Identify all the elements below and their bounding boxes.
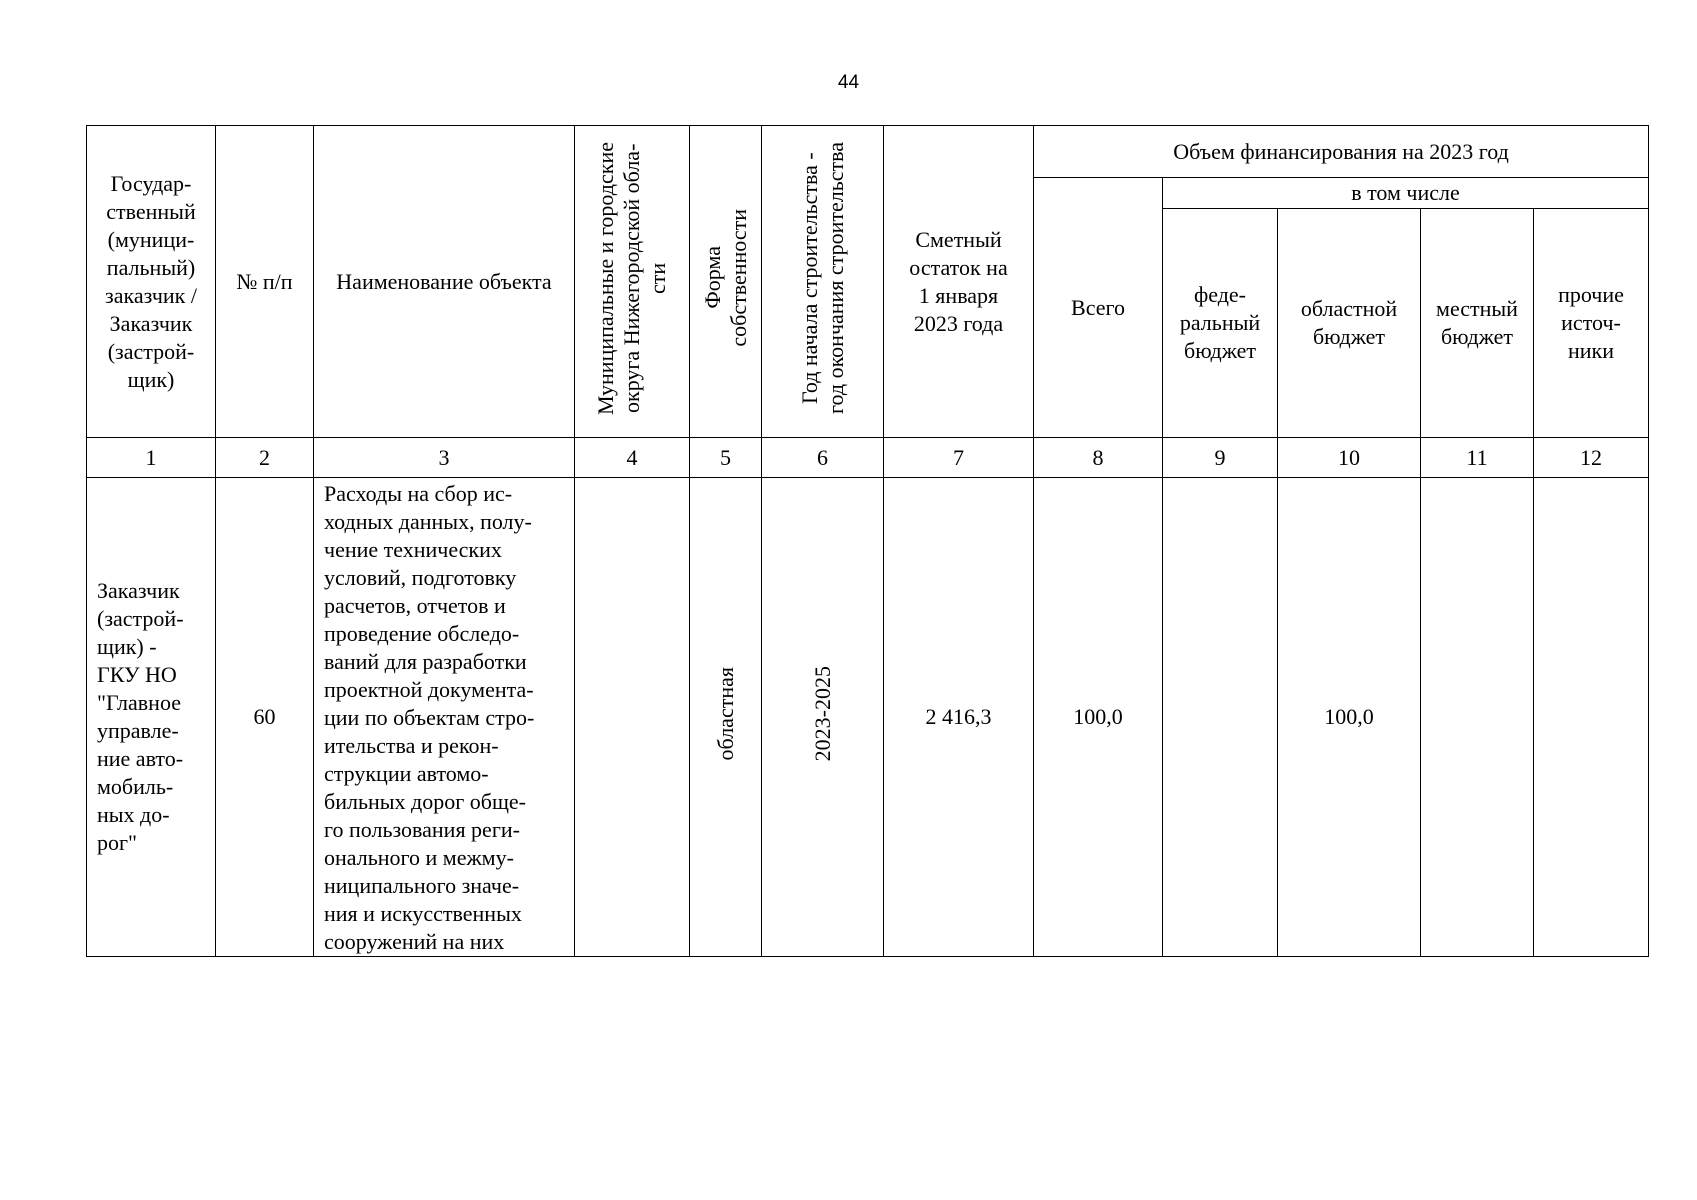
construction-financing-table: [86, 125, 1649, 957]
column-number: 9: [1163, 438, 1278, 478]
header-regional-budget: областной бюджет: [1278, 209, 1421, 438]
column-number: 4: [575, 438, 690, 478]
row-customer: Заказчик (застрой- щик) - ГКУ НО "Главное управле- ние авто- мобиль- ных до- рог": [87, 478, 216, 957]
row-years: 2023-2025: [762, 478, 884, 957]
header-construction-years: Год начала строительства - год окончания строительства: [762, 126, 884, 438]
header-municipal-districts: Муниципальные и городские округа Нижегородской обла- сти: [575, 126, 690, 438]
page-number: 44: [837, 72, 860, 93]
column-number: 5: [690, 438, 762, 478]
column-number: 6: [762, 438, 884, 478]
column-number: 12: [1534, 438, 1649, 478]
row-total: 100,0: [1034, 478, 1163, 957]
row-other: [1534, 478, 1649, 957]
column-number: 11: [1421, 438, 1534, 478]
column-number: 10: [1278, 438, 1421, 478]
header-number: № п/п: [216, 126, 314, 438]
header-object-name: Наименование объекта: [314, 126, 575, 438]
header-funding-2023: Объем финансирования на 2023 год: [1034, 126, 1649, 178]
column-number: 2: [216, 438, 314, 478]
header-estimate-balance: Сметный остаток на 1 января 2023 года: [884, 126, 1034, 438]
row-number: 60: [216, 478, 314, 957]
header-local-budget: местный бюджет: [1421, 209, 1534, 438]
table-row: [87, 478, 1649, 957]
column-number: 3: [314, 438, 575, 478]
row-ownership: областная: [690, 478, 762, 957]
header-other-sources: прочие источ- ники: [1534, 209, 1649, 438]
column-number: 8: [1034, 438, 1163, 478]
header-federal-budget: феде- ральный бюджет: [1163, 209, 1278, 438]
header-including: в том числе: [1163, 178, 1649, 209]
row-municipal: [575, 478, 690, 957]
header-ownership-form: Форма собственности: [690, 126, 762, 438]
header-total: Всего: [1034, 178, 1163, 438]
row-regional: 100,0: [1278, 478, 1421, 957]
row-federal: [1163, 478, 1278, 957]
row-object-name: Расходы на сбор ис- ходных данных, полу- чение технических условий, подготовку расчетов, отчетов и проведение обследо- ваний для разработки проектной документа- ции по объектам стро- ительства и рекон- струкции автомо- бильных дорог обще- го пользования реги- онального и межму- ниципального значе- ния и искусственных сооружений на них: [314, 478, 575, 957]
row-local: [1421, 478, 1534, 957]
column-number: 1: [87, 438, 216, 478]
column-number-row: [87, 438, 1649, 478]
column-number: 7: [884, 438, 1034, 478]
row-estimate: 2 416,3: [884, 478, 1034, 957]
header-customer: Государ- ственный (муници- пальный) заказчик / Заказчик (застрой- щик): [87, 126, 216, 438]
